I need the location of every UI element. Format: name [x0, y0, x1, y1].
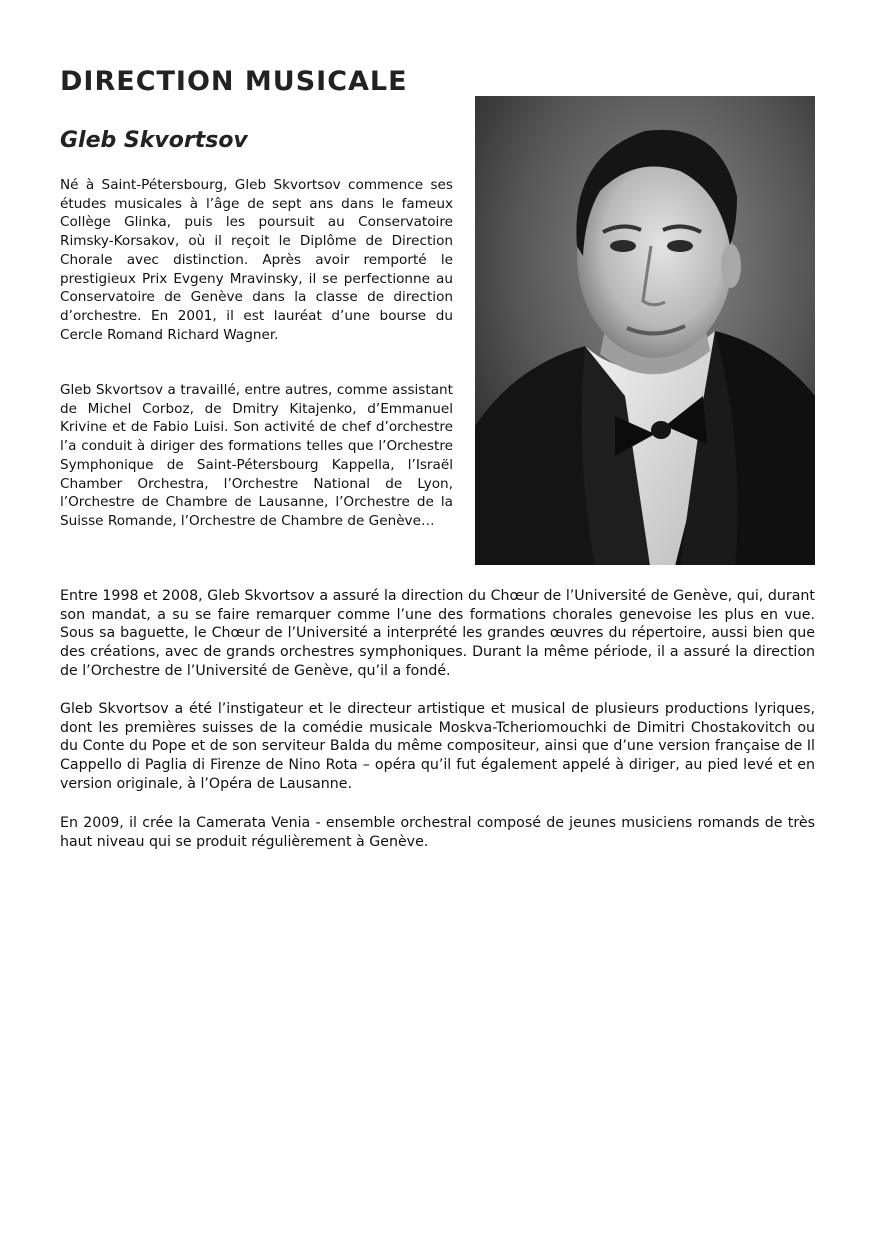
person-name: Gleb Skvortsov — [60, 128, 248, 153]
section-title: DIRECTION MUSICALE — [60, 66, 408, 97]
bio-paragraph-2: Gleb Skvortsov a travaillé, entre autres, comme assistant de Michel Corboz, de Dmitry Kitajenko, d’Emmanuel Krivine et de Fabio Luisi. Son activité de chef d’orchestre l’a conduit à diriger des formations telles que l’Orchestre Symphonique de Saint-Pétersbourg Kappella, l’Israël Chamber Orchestra, l’Orchestre National de Lyon, l’Orchestre de Chambre de Lausanne, l’Orchestre de la Suisse Romande, l’Orchestre de Chambre de Genève… — [60, 382, 453, 529]
bio-paragraph-4: Gleb Skvortsov a été l’instigateur et le directeur artistique et musical de plusieurs productions lyriques, dont les premières suisses de la comédie musicale Moskva-Tcheriomouchki de Dimitri Chostakovitch ou du Conte du Pope et de son serviteur Balda du même compositeur, ainsi que d’une version française de Il Cappello di Paglia di Firenze de Nino Rota – opéra qu’il fut également appelé à diriger, au pied levé et en version originale, à l’Opéra de Lausanne. — [60, 701, 815, 792]
bio-paragraph-1: Né à Saint-Pétersbourg, Gleb Skvortsov commence ses études musicales à l’âge de sept ans dans le fameux Collège Glinka, puis les poursuit au Conservatoire Rimsky-Korsakov, où il reçoit le Diplôme de Direction Chorale avec distinction. Après avoir remporté le prestigieux Prix Evgeny Mravinsky, il se perfectionne au Conservatoire de Genève dans la classe de direction d’orchestre. En 2001, il est lauréat d’une bourse du Cercle Romand Richard Wagner. — [60, 177, 453, 343]
portrait-illustration — [475, 96, 815, 565]
bio-paragraph-3: Entre 1998 et 2008, Gleb Skvortsov a assuré la direction du Chœur de l’Université de Genève, qui, durant son mandat, a su se faire remarquer comme l’une des formations chorales genevoise les plus en vue. Sous sa baguette, le Chœur de l’Université a interprété les grandes œuvres du répertoire, aussi bien que des créations, avec de grands orchestres symphoniques. Durant la même période, il a assuré la direction de l’Orchestre de l’Université de Genève, qu’il a fondé. — [60, 588, 815, 679]
bio-paragraph-5: En 2009, il crée la Camerata Venia - ensemble orchestral composé de jeunes musiciens romands de très haut niveau qui se produit régulièrement à Genève. — [60, 815, 815, 850]
portrait-photo — [475, 96, 815, 565]
